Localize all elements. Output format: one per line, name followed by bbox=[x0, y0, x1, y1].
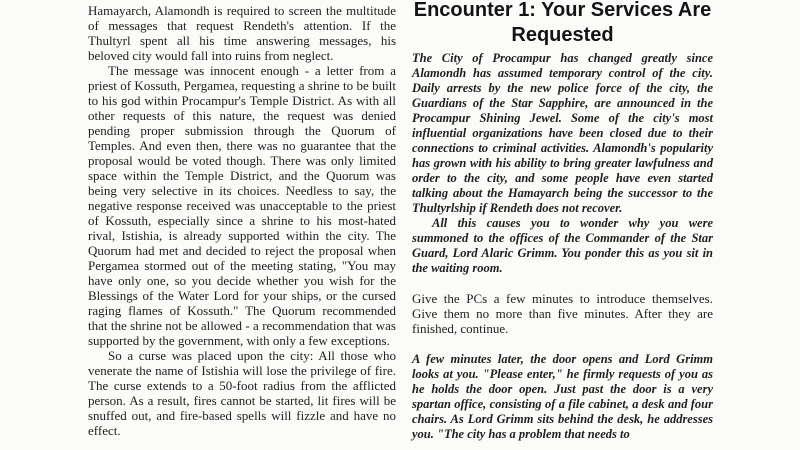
gm-note-paragraph: Give the PCs a few minutes to introduce themselves. Give them no more than five minutes. After they are finished, continue. bbox=[412, 291, 713, 336]
readaloud-paragraph: All this causes you to wonder why you were summoned to the offices of the Commander of the Star Guard, Lord Alaric Grimm. You ponder this as you sit in the waiting room. bbox=[412, 216, 713, 275]
right-text-column bbox=[412, 0, 713, 442]
encounter-heading: Encounter 1: Your Services Are Requested bbox=[413, 0, 712, 46]
body-paragraph: Hamayarch, Alamondh is required to screen the multitude of messages that request Rendeth's attention. If the Thultyrl spent all his time answering messages, his beloved city would fall into ruins from neglect. bbox=[88, 3, 396, 63]
readaloud-paragraph: A few minutes later, the door opens and Lord Grimm looks at you. "Please enter," he firmly requests of you as he holds the door open. Just past the door is a very spartan office, consisting of a file cabinet, a desk and four chairs. As Lord Grimm sits behind the desk, he addresses you. "The city has a problem that needs to bbox=[412, 352, 713, 441]
body-paragraph: So a curse was placed upon the city: All those who venerate the name of Istishia will lose the privilege of fire. The curse extends to a 50-foot radius from the afflicted person. As a result, fires cannot be started, lit fires will be snuffed out, and fire-based spells will fizzle and have no effect. bbox=[88, 348, 396, 438]
readaloud-paragraph: The City of Procampur has changed greatly since Alamondh has assumed temporary control of the city. Daily arrests by the new police force of the city, the Guardians of the Star Sapphire, are announced in the Procampur Shining Jewel. Some of the city's most influential organizations have been closed due to their connections to criminal activities. Alamondh's popularity has grown with his ability to bring greater lawfulness and order to the city, and some people have even started talking about the Hamayarch being the successor to the Thultyrlship if Rendeth does not recover. bbox=[412, 51, 713, 215]
body-paragraph: The message was innocent enough - a letter from a priest of Kossuth, Pergamea, requesting a shrine to be built to his god within Procampur's Temple District. As with all other requests of this nature, the request was denied pending proper submission through the Quorum of Temples. And even then, there was no guarantee that the proposal would be voted though. There was only limited space within the Temple District, and the Quorum was being very selective in its choices. Needless to say, the negative response received was unacceptable to the priest of Kossuth, especially since a shrine to his most-hated rival, Istishia, is already supported within the city. The Quorum had met and decided to reject the proposal when Pergamea stormed out of the meeting stating, "You may have only one, so you decide whether you wish for the Blessings of the Water Lord for your ships, or the cursed raging flames of Kossuth." The Quorum recommended that the shrine not be allowed - a recommendation that was supported by the government, with only a few exceptions. bbox=[88, 63, 396, 348]
left-text-column bbox=[88, 0, 396, 438]
